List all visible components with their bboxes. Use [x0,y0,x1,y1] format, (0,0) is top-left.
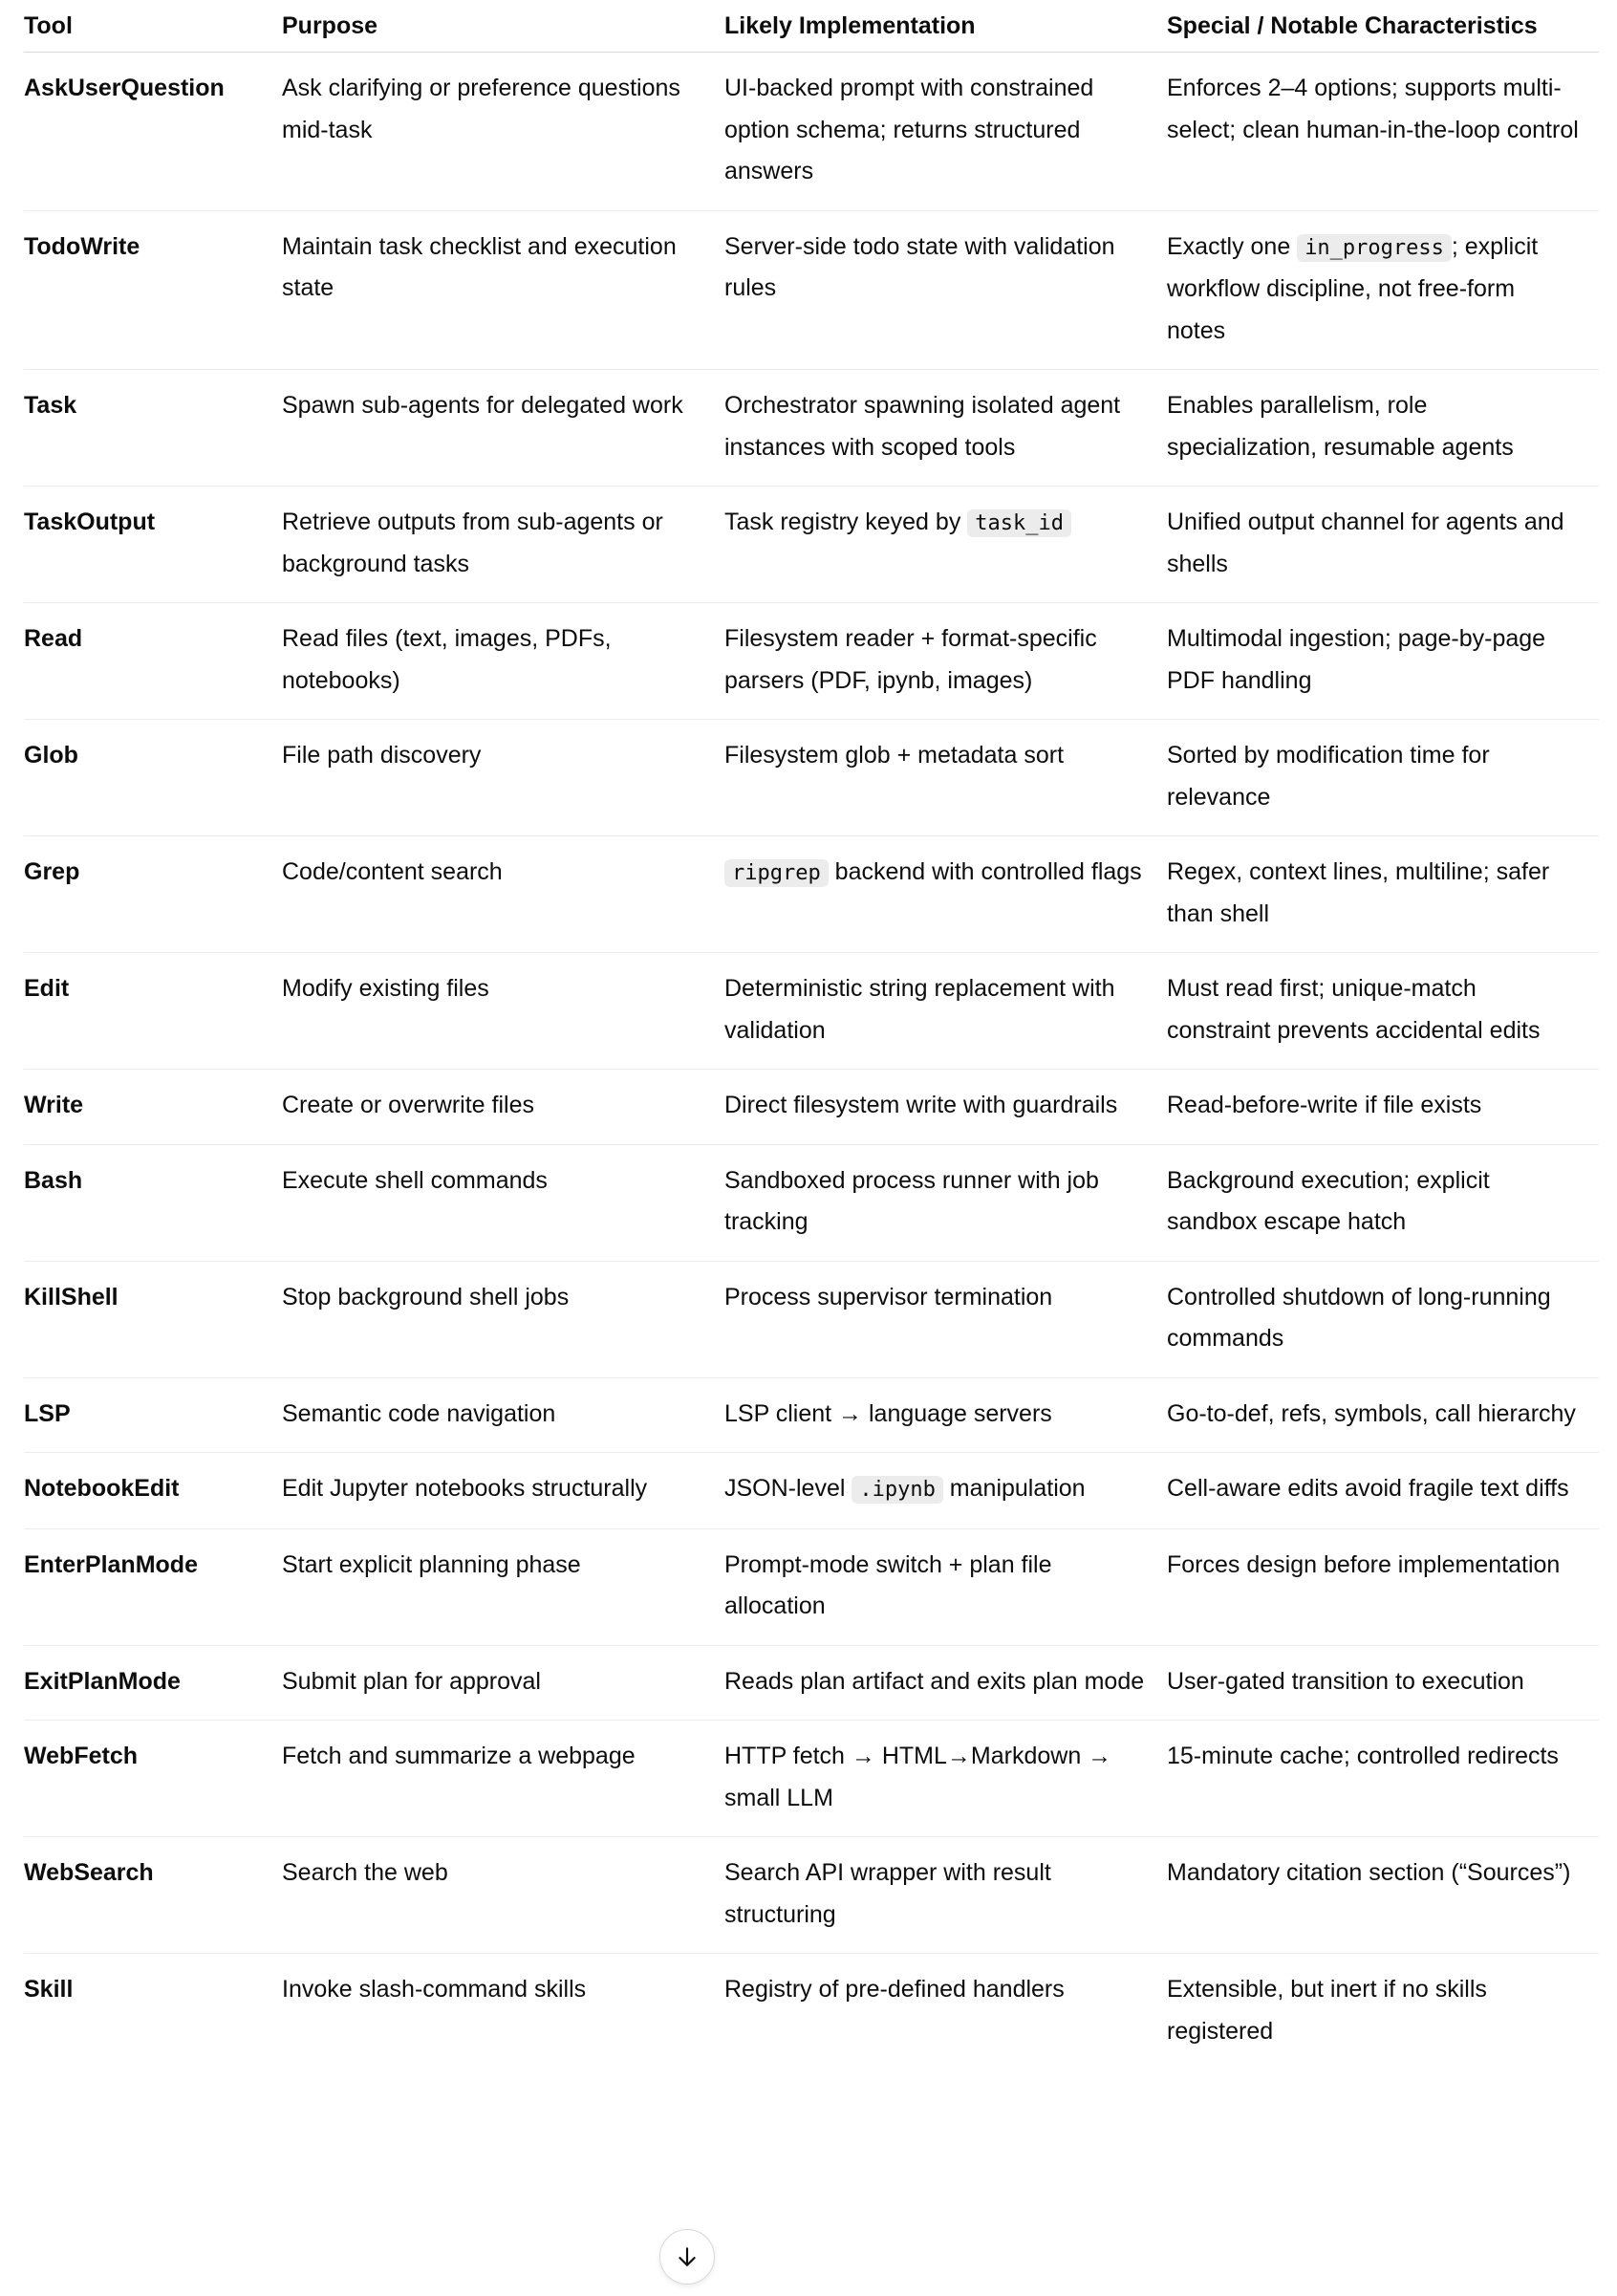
implementation-cell [724,953,1167,1070]
table-body [24,53,1599,2070]
tool-name-cell: Task [24,370,282,487]
table-row [24,487,1599,603]
implementation-cell [724,1528,1167,1645]
inline-code: .ipynb [852,1476,942,1504]
table-row [24,720,1599,836]
table-row [24,1721,1599,1837]
cell-text: Search API wrapper with result structuring [724,1859,1051,1928]
characteristics-cell [1167,487,1599,603]
inline-code: task_id [967,509,1071,537]
tools-table [24,0,1599,2069]
table-row [24,1070,1599,1145]
characteristics-cell [1167,1261,1599,1377]
cell-text: Filesystem reader + format-specific parsers (PDF, ipynb, images) [724,625,1097,694]
characteristics-cell [1167,1070,1599,1145]
cell-text: Cell-aware edits avoid fragile text diffs [1167,1475,1569,1502]
implementation-cell [724,1645,1167,1721]
characteristics-cell [1167,1528,1599,1645]
purpose-cell: Execute shell commands [282,1144,724,1261]
table-row [24,370,1599,487]
implementation-cell [724,1377,1167,1453]
cell-text: Filesystem glob + metadata sort [724,742,1065,769]
cell-text: Orchestrator spawning isolated agent instances with scoped tools [724,392,1121,461]
tool-name-cell: LSP [24,1377,282,1453]
tool-name-cell: ExitPlanMode [24,1645,282,1721]
cell-text: Enforces 2–4 options; supports multi-select; clean human-in-the-loop control [1167,75,1579,143]
tool-name-cell: Glob [24,720,282,836]
table-row [24,836,1599,953]
characteristics-cell [1167,1377,1599,1453]
characteristics-cell [1167,53,1599,211]
cell-text: Controlled shutdown of long-running commands [1167,1283,1551,1352]
header-row [24,0,1599,53]
cell-text: UI-backed prompt with constrained option schema; returns structured answers [724,75,1094,184]
characteristics-cell [1167,836,1599,953]
cell-text: Prompt-mode switch + plan file allocation [724,1550,1052,1619]
cell-text: Regex, context lines, multiline; safer than shell [1167,858,1550,927]
cell-text: Multimodal ingestion; page-by-page PDF handling [1167,625,1546,694]
purpose-cell: Read files (text, images, PDFs, notebooks) [282,603,724,720]
implementation-cell [724,1453,1167,1529]
cell-text: Read-before-write if file exists [1167,1092,1482,1118]
characteristics-cell [1167,720,1599,836]
purpose-cell: Retrieve outputs from sub-agents or background tasks [282,487,724,603]
cell-text: Deterministic string replacement with validation [724,975,1115,1044]
purpose-cell: Edit Jupyter notebooks structurally [282,1453,724,1529]
cell-text: Process supervisor termination [724,1283,1053,1310]
cell-text: Forces design before implementation [1167,1550,1561,1578]
purpose-cell: Modify existing files [282,953,724,1070]
cell-text: Server-side todo state with validation rules [724,232,1115,301]
inline-code: ripgrep [724,859,829,887]
table-row [24,1377,1599,1453]
table-header [24,0,1599,53]
implementation-cell [724,370,1167,487]
cell-text: Enables parallelism, role specialization, resumable agents [1167,392,1514,461]
cell-text: Registry of pre-defined handlers [724,1976,1065,2003]
implementation-cell [724,53,1167,211]
tool-name-cell: Skill [24,1976,74,2003]
table-row [24,210,1599,370]
tool-name-cell: WebFetch [24,1721,282,1837]
table-row [24,953,1599,1070]
cell-text: Direct filesystem write with guardrails [724,1092,1118,1118]
implementation-cell [724,1261,1167,1377]
header-implementation: Likely Implementation [724,0,1167,53]
inline-code: in_progress [1297,234,1452,262]
table-row [24,1261,1599,1377]
implementation-cell [724,1070,1167,1145]
cell-text: Task registry keyed by [724,509,968,535]
cell-text: Must read first; unique-match constraint prevents accidental edits [1167,975,1541,1044]
scroll-down-button[interactable] [659,2229,715,2285]
cell-text: Unified output channel for agents and shells [1167,509,1564,577]
cell-text: 15-minute cache; controlled redirects [1167,1743,1559,1769]
purpose-cell: Spawn sub-agents for delegated work [282,370,724,487]
characteristics-cell [1167,1453,1599,1529]
purpose-cell: Create or overwrite files [282,1070,724,1145]
cell-text: Exactly one [1167,232,1298,260]
characteristics-cell [1167,603,1599,720]
table-row [24,1528,1599,1645]
tool-name-cell: EnterPlanMode [24,1528,282,1645]
tool-name-cell: Edit [24,953,282,1070]
cell-text: Extensible, but inert if no skills registered [1167,1976,1487,2045]
purpose-cell: Search the web [282,1837,724,1954]
header-purpose: Purpose [282,0,724,53]
purpose-cell: Stop background shell jobs [282,1261,724,1377]
purpose-cell: Invoke slash-command skills [282,1976,587,2003]
tool-name-cell: AskUserQuestion [24,53,282,211]
purpose-cell: Semantic code navigation [282,1377,724,1453]
tool-name-cell: Bash [24,1144,282,1261]
cell-text: HTTP fetch → HTML→Markdown → small LLM [724,1743,1112,1811]
implementation-cell [724,1954,1167,2070]
characteristics-cell [1167,953,1599,1070]
implementation-cell [724,210,1167,370]
table-row [24,1954,1599,2070]
tools-table-container [24,0,1599,2069]
tool-name-cell: TaskOutput [24,487,282,603]
tool-name-cell: TodoWrite [24,210,282,370]
arrow-down-icon [675,2244,700,2269]
purpose-cell: File path discovery [282,720,724,836]
tool-name-cell: Read [24,603,282,720]
characteristics-cell [1167,370,1599,487]
table-row [24,1645,1599,1721]
cell-text: ; explicit workflow discipline, not free-form notes [1167,232,1539,344]
tool-name-cell: KillShell [24,1261,282,1377]
cell-text: LSP client → language servers [724,1399,1052,1427]
implementation-cell [724,603,1167,720]
characteristics-cell [1167,210,1599,370]
purpose-cell: Fetch and summarize a webpage [282,1721,724,1837]
table-row [24,603,1599,720]
header-tool: Tool [24,0,282,53]
cell-text: Go-to-def, refs, symbols, call hierarchy [1167,1399,1576,1427]
table-row [24,1837,1599,1954]
table-row [24,1144,1599,1261]
tool-name-cell: WebSearch [24,1837,282,1954]
purpose-cell: Start explicit planning phase [282,1528,724,1645]
tool-name-cell: Write [24,1070,282,1145]
tool-name-cell: NotebookEdit [24,1453,282,1529]
characteristics-cell [1167,1837,1599,1954]
cell-text: Background execution; explicit sandbox escape hatch [1167,1166,1490,1235]
cell-text: JSON-level [724,1475,852,1502]
tool-name-cell: Grep [24,836,282,953]
header-characteristics: Special / Notable Characteristics [1167,0,1599,53]
characteristics-cell [1167,1645,1599,1721]
implementation-cell [724,720,1167,836]
characteristics-cell [1167,1721,1599,1837]
cell-text: Sorted by modification time for relevance [1167,742,1490,811]
cell-text: Sandboxed process runner with job tracking [724,1166,1099,1235]
purpose-cell: Maintain task checklist and execution state [282,210,724,370]
table-row [24,53,1599,211]
cell-text: Mandatory citation section (“Sources”) [1167,1859,1571,1886]
table-row [24,1453,1599,1529]
implementation-cell [724,836,1167,953]
cell-text: Reads plan artifact and exits plan mode [724,1667,1145,1695]
purpose-cell: Code/content search [282,836,724,953]
characteristics-cell [1167,1144,1599,1261]
implementation-cell [724,1144,1167,1261]
implementation-cell [724,487,1167,603]
cell-text: User-gated transition to execution [1167,1667,1524,1695]
purpose-cell: Submit plan for approval [282,1645,724,1721]
implementation-cell [724,1837,1167,1954]
purpose-cell: Ask clarifying or preference questions mid-task [282,53,724,211]
cell-text: manipulation [942,1475,1086,1502]
cell-text: backend with controlled flags [828,858,1142,885]
characteristics-cell [1167,1954,1599,2070]
implementation-cell [724,1721,1167,1837]
